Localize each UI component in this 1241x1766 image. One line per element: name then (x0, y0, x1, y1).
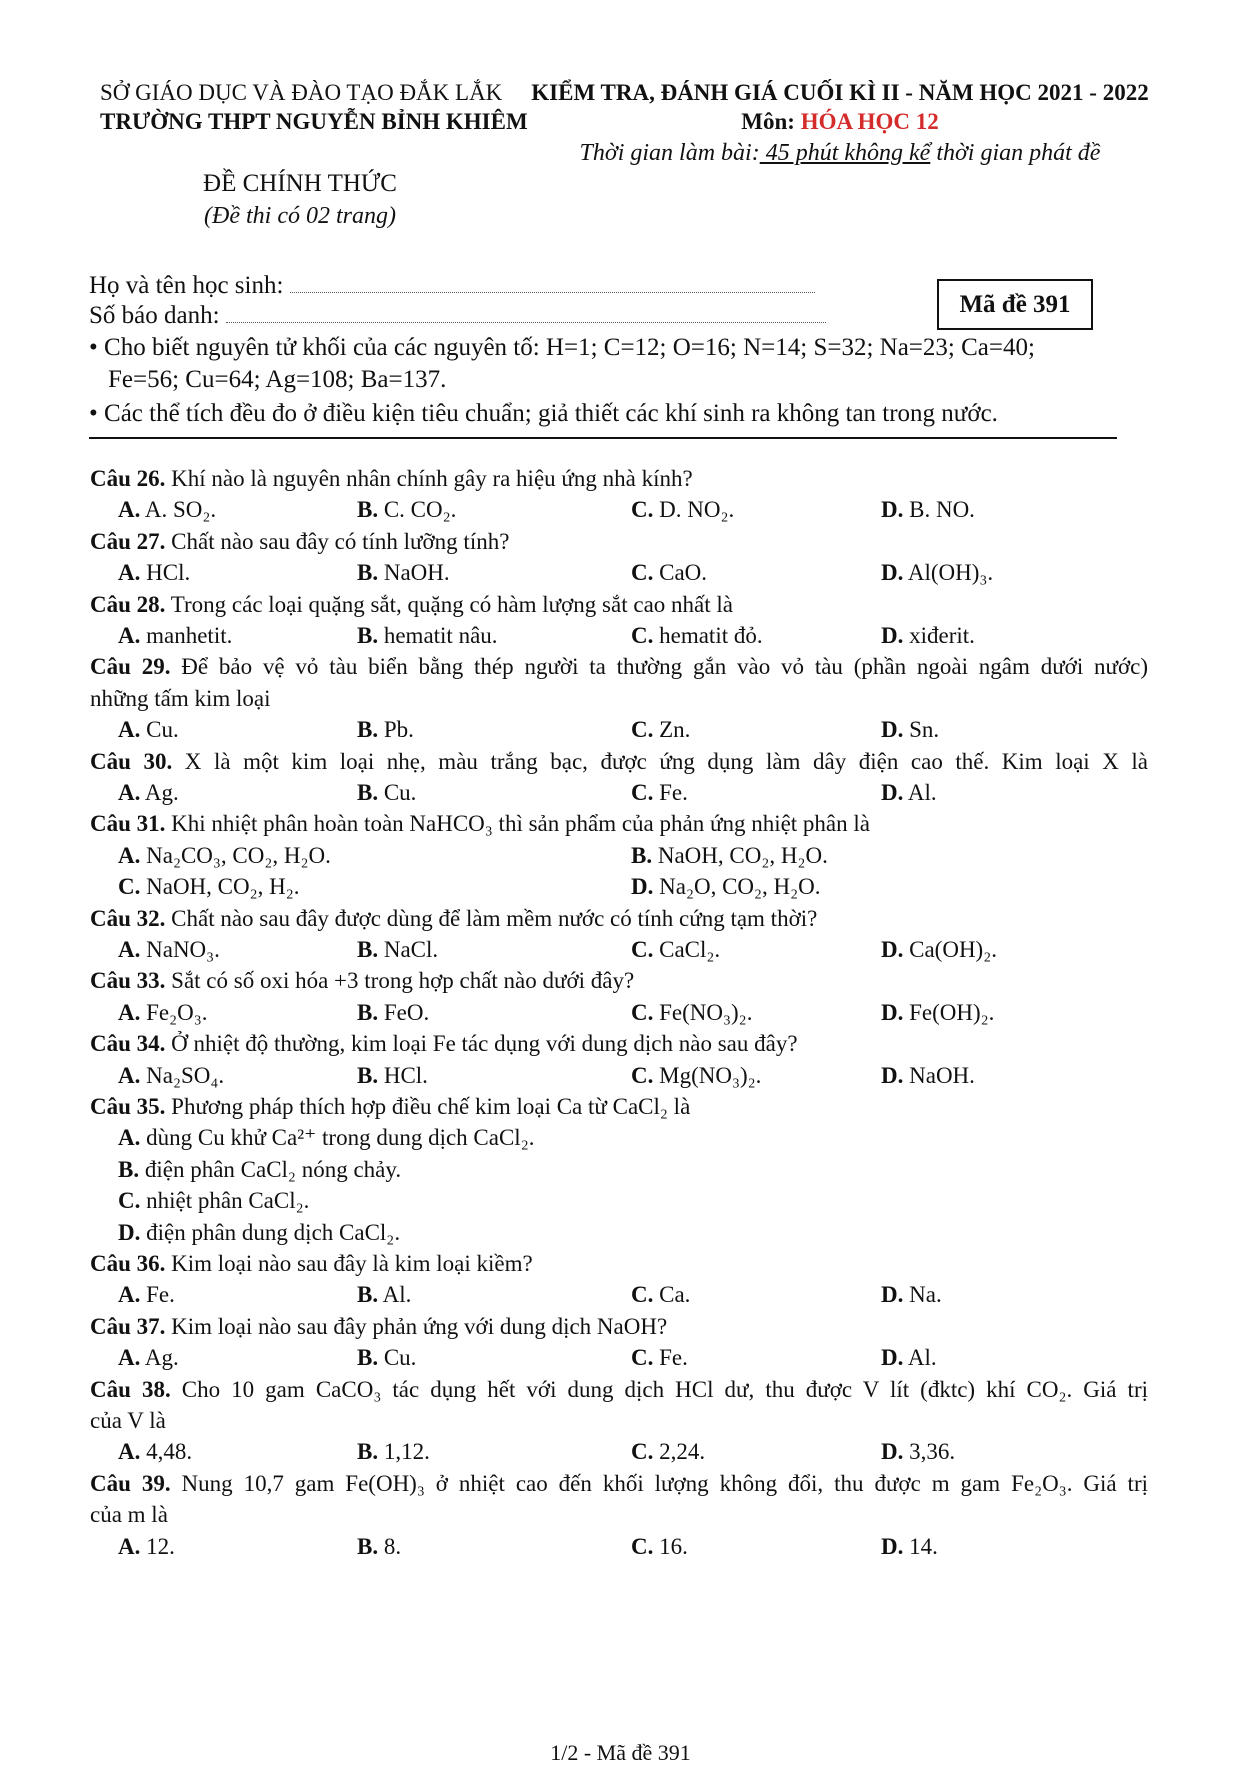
answer-option-a[interactable] (118, 623, 232, 649)
answer-option-c[interactable] (118, 874, 300, 900)
question-stem (90, 1031, 1150, 1057)
option-letter: C. (631, 717, 654, 743)
option-text: Al. (907, 1345, 937, 1371)
option-text: Al(OH)₃. (907, 560, 994, 586)
question-stem (90, 906, 1150, 932)
option-text: nhiệt phân CaCl₂. (146, 1188, 310, 1214)
option-letter: B. (357, 937, 379, 962)
option-letter: C. (631, 999, 654, 1025)
question-number: Câu 38. (90, 1376, 171, 1402)
option-text: Na₂CO₃, CO₂, H₂O. (146, 842, 331, 868)
option-text: CaCl₂. (659, 937, 721, 962)
option-letter: B. (357, 1345, 379, 1371)
answer-option-d[interactable] (118, 1220, 400, 1246)
question-stem (90, 811, 1150, 837)
option-letter: B. (357, 999, 379, 1025)
answer-option-a[interactable] (118, 717, 179, 743)
option-text: Al. (907, 780, 937, 805)
answer-option-d[interactable] (881, 560, 993, 586)
option-letter: C. (631, 1439, 654, 1465)
student-name-label: Họ và tên học sinh: (89, 272, 284, 299)
subject-line (530, 109, 1150, 135)
answer-option-d[interactable] (631, 874, 821, 900)
option-letter: A. (118, 1533, 141, 1559)
option-text: NaOH, CO₂, H₂O. (657, 842, 828, 868)
time-suffix: thời gian phát đề (930, 140, 1101, 166)
question-stem (90, 1094, 1150, 1120)
option-letter: C. (631, 1533, 654, 1559)
question-number: Câu 31. (90, 811, 166, 837)
option-text: Fe. (659, 780, 688, 805)
option-text: NaOH. (383, 560, 450, 586)
time-line (530, 140, 1150, 167)
department-name: SỞ GIÁO DỤC VÀ ĐÀO TẠO ĐẮK LẮK (100, 80, 503, 105)
option-letter: D. (881, 623, 904, 648)
option-text: Cu. (383, 1345, 417, 1371)
answer-option-c[interactable] (118, 1188, 309, 1214)
student-id-field[interactable] (226, 308, 826, 323)
option-letter: A. (118, 560, 141, 586)
option-text: Na₂SO₄. (146, 1062, 225, 1088)
option-text: D. NO₂. (659, 497, 735, 523)
question-number: Câu 27. (90, 528, 166, 554)
question-text: Khi nhiệt phân hoàn toàn NaHCO₃ thì sản phẩm của phản ứng nhiệt phân là (171, 811, 870, 837)
question-text: Sắt có số oxi hóa +3 trong hợp chất nào dưới đây? (171, 968, 635, 994)
question-number: Câu 37. (90, 1313, 166, 1339)
question-text: X là một kim loại nhẹ, màu trắng bạc, được ứng dụng làm dây điện cao thế. Kim loại X là (184, 748, 1149, 774)
answer-option-b[interactable] (357, 1439, 430, 1465)
option-text: 14. (909, 1533, 938, 1559)
question-stem (90, 1314, 1150, 1340)
option-text: hematit đỏ. (659, 623, 763, 648)
answer-option-d[interactable] (881, 1063, 975, 1089)
answer-option-d[interactable] (881, 1282, 942, 1308)
option-text: A. SO₂. (144, 497, 217, 523)
option-text: 16. (659, 1533, 688, 1559)
option-text: NaOH, CO₂, H₂. (146, 874, 300, 900)
question-number: Câu 32. (90, 905, 166, 931)
question-text: Chất nào sau đây được dùng để làm mềm nước có tính cứng tạm thời? (171, 905, 818, 931)
option-text: dùng Cu khử Ca²⁺ trong dung dịch CaCl₂. (146, 1125, 535, 1151)
answer-option-d[interactable] (881, 780, 937, 806)
option-text: Sn. (909, 717, 940, 743)
option-letter: D. (881, 1533, 904, 1559)
answer-option-a[interactable] (118, 1000, 208, 1026)
option-letter: A. (118, 1439, 141, 1465)
question-stem (90, 654, 1148, 680)
option-text: 2,24. (659, 1439, 706, 1465)
question-stem (90, 968, 1150, 994)
page-footer: 1/2 - Mã đề 391 (550, 1740, 691, 1765)
answer-option-b[interactable] (357, 717, 414, 743)
option-letter: A. (118, 717, 141, 743)
question-stem (90, 1471, 1148, 1497)
option-letter: B. (118, 1156, 140, 1182)
option-letter: A. (118, 497, 141, 523)
answer-option-b[interactable] (118, 1157, 401, 1183)
pages-note: (Đề thi có 02 trang) (204, 203, 396, 229)
answer-option-c[interactable] (631, 1534, 688, 1560)
option-text: Zn. (659, 717, 691, 743)
note-stp (89, 400, 998, 428)
option-letter: D. (881, 999, 904, 1025)
option-letter: D. (881, 1282, 904, 1308)
option-letter: C. (631, 623, 654, 648)
option-text: Fe(OH)₂. (909, 999, 995, 1025)
option-letter: B. (357, 1062, 379, 1088)
question-text: Nung 10,7 gam Fe(OH)₃ ở nhiệt cao đến khối lượng không đổi, thu được m gam Fe₂O₃. Giá trị (181, 1470, 1148, 1496)
school-name: TRƯỜNG THPT NGUYỄN BỈNH KHIÊM (100, 109, 528, 134)
option-letter: C. (631, 1345, 654, 1371)
option-text: NaCl. (383, 937, 439, 962)
note-atomic-mass (89, 334, 1035, 362)
option-text: FeO. (383, 999, 430, 1025)
answer-option-a[interactable] (118, 560, 190, 586)
answer-option-a[interactable] (118, 1439, 192, 1465)
option-letter: C. (631, 780, 654, 805)
answer-option-b[interactable] (357, 623, 498, 649)
bullet-icon: • (89, 334, 98, 361)
question-text-cont: của V là (90, 1408, 166, 1433)
student-name-field[interactable] (290, 278, 815, 293)
answer-option-b[interactable] (357, 1063, 428, 1089)
question-text: Kim loại nào sau đây là kim loại kiềm? (171, 1251, 533, 1276)
option-letter: B. (357, 560, 379, 586)
answer-option-c[interactable] (631, 1439, 705, 1465)
answer-option-d[interactable] (881, 1534, 938, 1560)
question-text: Kim loại nào sau đây phản ứng với dung dịch NaOH? (171, 1313, 668, 1339)
answer-option-b[interactable] (357, 1534, 401, 1560)
option-text: CaO. (659, 560, 708, 586)
answer-option-a[interactable] (118, 1534, 175, 1560)
option-text: Ag. (144, 780, 179, 805)
answer-option-d[interactable] (881, 717, 939, 743)
exam-title: KIỂM TRA, ĐÁNH GIÁ CUỐI KÌ II - NĂM HỌC 2021 - 2022 (531, 80, 1149, 105)
note-line-2: Fe=56; Cu=64; Ag=108; Ba=137. (108, 366, 447, 393)
answer-option-a[interactable] (118, 1345, 179, 1371)
question-number: Câu 33. (90, 968, 166, 994)
option-text: điện phân dung dịch CaCl₂. (146, 1219, 401, 1245)
official-label: ĐỀ CHÍNH THỨC (203, 170, 397, 197)
option-text: Al. (382, 1282, 412, 1308)
option-text: HCl. (146, 560, 191, 586)
question-stem (90, 1251, 1150, 1277)
answer-option-b[interactable] (357, 780, 416, 806)
question-text-cont: những tấm kim loại (90, 685, 271, 711)
answer-option-b[interactable] (357, 497, 456, 523)
option-letter: A. (118, 999, 141, 1025)
option-letter: B. (357, 717, 379, 743)
option-text: xiđerit. (909, 623, 975, 648)
answer-option-a[interactable] (118, 780, 179, 806)
option-text: NaNO₃. (146, 937, 220, 962)
answer-option-d[interactable] (881, 1000, 994, 1026)
option-text: Cu. (146, 717, 179, 743)
option-letter: D. (881, 717, 904, 743)
option-text: Cu. (383, 780, 417, 805)
option-letter: D. (881, 497, 904, 523)
question-text: Trong các loại quặng sắt, quặng có hàm lượng sắt cao nhất là (170, 591, 733, 617)
option-text: 1,12. (383, 1439, 430, 1465)
option-letter: D. (881, 1062, 904, 1088)
option-letter: C. (631, 937, 654, 962)
answer-option-c[interactable] (631, 560, 707, 586)
question-number: Câu 39. (90, 1470, 171, 1496)
option-letter: D. (881, 560, 904, 586)
option-text: 8. (383, 1533, 402, 1559)
option-text: NaOH. (909, 1062, 975, 1088)
question-number: Câu 30. (90, 748, 173, 774)
answer-option-a[interactable] (118, 937, 220, 963)
answer-option-b[interactable] (357, 1282, 411, 1308)
divider-rule (89, 437, 1117, 439)
option-letter: B. (631, 842, 653, 868)
answer-option-a[interactable] (118, 1282, 175, 1308)
answer-option-d[interactable] (881, 1345, 937, 1371)
option-text: 12. (146, 1533, 175, 1559)
option-letter: A. (118, 1062, 141, 1088)
option-letter: C. (631, 497, 654, 523)
option-text: Ca(OH)₂. (909, 937, 997, 962)
time-value: 45 phút không kể (759, 140, 931, 166)
option-letter: A. (118, 1282, 141, 1308)
option-letter: B. (357, 1533, 379, 1559)
question-stem (90, 592, 1150, 618)
option-letter: B. (357, 780, 379, 805)
question-text: Cho 10 gam CaCO₃ tác dụng hết với dung dịch HCl dư, thu được V lít (đktc) khí CO₂. Giá trị (181, 1376, 1148, 1402)
option-text: hematit nâu. (383, 623, 498, 648)
student-id-row (89, 302, 826, 330)
note-line-1: Cho biết nguyên tử khối của các nguyên tố: H=1; C=12; O=16; N=14; S=32; Na=23; Ca=40; (104, 334, 1035, 361)
option-letter: A. (118, 842, 141, 868)
option-text: Fe. (659, 1345, 688, 1371)
answer-option-c[interactable] (631, 780, 688, 806)
answer-option-c[interactable] (631, 937, 720, 963)
answer-option-d[interactable] (881, 1439, 955, 1465)
question-number: Câu 35. (90, 1094, 166, 1119)
option-text: Ag. (144, 1345, 179, 1371)
option-letter: C. (631, 1062, 654, 1088)
question-text: Để bảo vệ vỏ tàu biển bằng thép người ta thường gắn vào vỏ tàu (phần ngoài ngâm dưới nước) (181, 654, 1149, 680)
answer-option-a[interactable] (118, 497, 216, 523)
answer-option-a[interactable] (118, 1125, 534, 1151)
question-text: Phương pháp thích hợp điều chế kim loại Ca từ CaCl₂ là (171, 1094, 691, 1119)
answer-option-c[interactable] (631, 1345, 688, 1371)
option-text: Fe(NO₃)₂. (659, 999, 753, 1025)
question-text-cont: của m là (90, 1502, 168, 1528)
option-letter: B. (357, 623, 379, 648)
answer-option-b[interactable] (631, 843, 828, 869)
option-letter: C. (118, 1188, 141, 1214)
question-text: Chất nào sau đây có tính lưỡng tính? (171, 528, 510, 554)
option-text: 4,48. (146, 1439, 193, 1465)
answer-option-b[interactable] (357, 1345, 416, 1371)
option-text: B. NO. (909, 497, 975, 523)
answer-option-d[interactable] (881, 623, 975, 649)
option-letter: A. (118, 623, 141, 648)
option-text: điện phân CaCl₂ nóng chảy. (144, 1156, 402, 1182)
time-prefix: Thời gian làm bài: (579, 140, 760, 166)
subject-label: Môn: (741, 109, 795, 134)
answer-option-b[interactable] (357, 937, 438, 963)
option-text: HCl. (383, 1062, 428, 1088)
option-letter: D. (881, 780, 904, 805)
option-letter: D. (118, 1219, 141, 1245)
option-letter: B. (357, 1439, 379, 1465)
answer-option-c[interactable] (631, 1282, 690, 1308)
answer-option-d[interactable] (881, 497, 975, 523)
option-text: Na. (909, 1282, 942, 1308)
option-text: C. CO₂. (383, 497, 457, 523)
student-id-label: Số báo danh: (89, 302, 220, 329)
option-letter: A. (118, 1125, 141, 1151)
option-text: Na₂O, CO₂, H₂O. (659, 874, 821, 900)
note-line-3: Các thể tích đều đo ở điều kiện tiêu chuẩn; giả thiết các khí sinh ra không tan trong nước. (104, 400, 998, 427)
answer-option-a[interactable] (118, 1063, 224, 1089)
option-letter: A. (118, 937, 141, 962)
question-text: Ở nhiệt độ thường, kim loại Fe tác dụng với dung dịch nào sau đây? (171, 1031, 798, 1057)
option-text: Mg(NO₃)₂. (659, 1062, 762, 1088)
exam-code-box: Mã đề 391 (937, 279, 1093, 330)
question-number: Câu 28. (90, 591, 166, 617)
option-letter: A. (118, 1345, 141, 1371)
option-letter: C. (118, 874, 141, 900)
option-letter: D. (881, 1439, 904, 1465)
option-letter: D. (631, 874, 654, 900)
answer-option-c[interactable] (631, 1000, 752, 1026)
question-stem (90, 749, 1148, 775)
option-text: Ca. (659, 1282, 691, 1308)
question-stem (90, 1377, 1148, 1403)
question-number: Câu 34. (90, 1031, 166, 1057)
option-text: Fe₂O₃. (146, 999, 208, 1025)
question-stem (90, 466, 1150, 492)
option-letter: D. (881, 1345, 904, 1371)
answer-option-d[interactable] (881, 937, 997, 963)
answer-option-c[interactable] (631, 1063, 761, 1089)
option-text: Fe. (146, 1282, 175, 1308)
option-letter: B. (357, 1282, 379, 1308)
bullet-icon: • (89, 400, 98, 427)
question-number: Câu 26. (90, 466, 166, 491)
question-number: Câu 29. (90, 654, 171, 680)
option-letter: C. (631, 560, 654, 586)
question-number: Câu 36. (90, 1251, 166, 1276)
answer-option-b[interactable] (357, 560, 450, 586)
option-letter: A. (118, 780, 141, 805)
answer-option-c[interactable] (631, 497, 734, 523)
option-text: Pb. (383, 717, 414, 743)
option-letter: B. (357, 497, 379, 523)
answer-option-c[interactable] (631, 623, 763, 649)
answer-option-b[interactable] (357, 1000, 429, 1026)
answer-option-c[interactable] (631, 717, 690, 743)
student-name-row (89, 272, 815, 300)
subject-name: HÓA HỌC 12 (800, 109, 939, 134)
option-text: manhetit. (146, 623, 233, 648)
option-letter: C. (631, 1282, 654, 1308)
answer-option-a[interactable] (118, 843, 331, 869)
question-stem (90, 529, 1150, 555)
option-text: 3,36. (909, 1439, 956, 1465)
option-letter: D. (881, 937, 904, 962)
question-text: Khí nào là nguyên nhân chính gây ra hiệu ứng nhà kính? (171, 466, 693, 491)
